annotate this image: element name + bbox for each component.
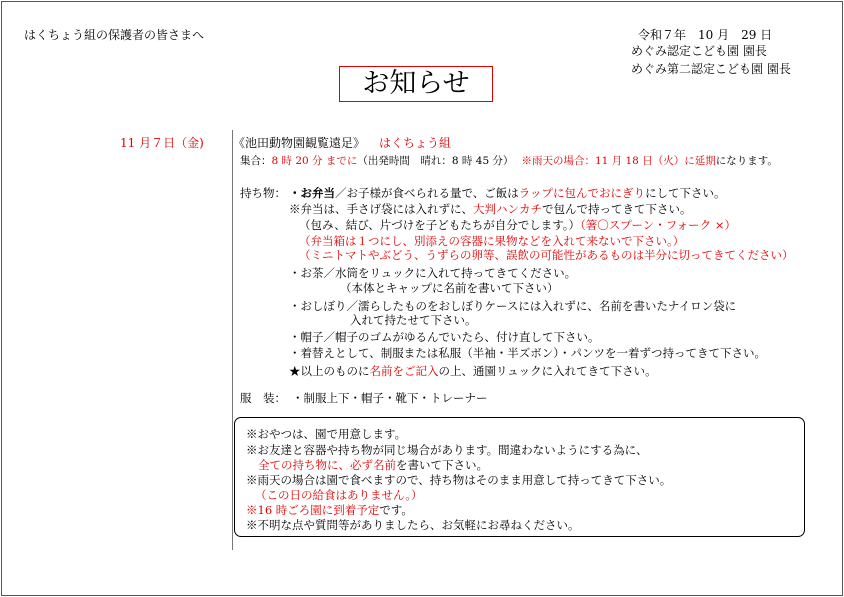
star-text-red: 名前をご記入 <box>369 364 439 378</box>
gather-label: 集合： <box>240 155 272 167</box>
towel-line-1: ・おしぼり／濡らしたものをおしぼりケースには入れずに、名前を書いたナイロン袋に <box>289 299 737 313</box>
tea-line-2: （本体とキャップに名前を書いて下さい） <box>340 281 559 295</box>
sender-line-1: めぐみ認定こども園 園長 <box>631 44 767 58</box>
vertical-divider <box>232 130 233 550</box>
bento-text-red: ラップに包んでおにぎり <box>518 186 646 200</box>
star-line <box>289 363 657 379</box>
wrap-text-red: （箸〇スプーン・フォーク ×） <box>580 218 736 232</box>
document-date: 令和７年 10 月 29 日 <box>638 28 773 42</box>
notice-line-3 <box>258 457 488 473</box>
notice-line-6-suffix: です。 <box>379 503 413 517</box>
change-line: ・着替えとして、制服または私服（半袖・半ズボン）・パンツを一着ずつ持ってきて下さい。 <box>289 346 767 360</box>
notice-line-2: ※お友達と容器や持ち物が同じ場合があります。間違わないようにする為に、 <box>246 443 648 457</box>
notice-line-5: （この日の給食はありません。） <box>255 488 423 502</box>
clothes-value: ・制服上下・帽子・靴下・トレーナー <box>292 391 488 405</box>
star-text-a: ★以上のものに <box>289 364 370 378</box>
wrap-text: （包み、結び、片づけを子どもたちが自分でします。） <box>299 218 581 232</box>
event-name: 《池田動物園観覧遠足》 <box>233 136 366 150</box>
notice-line-6-mark: ※ <box>246 503 258 517</box>
gather-time: 8 時 20 分 までに <box>271 155 358 167</box>
belongings-label: 持ち物： <box>240 186 286 200</box>
box-line: （弁当箱は１つにし、別添えの容器に果物などを入れて来ないで下さい。） <box>299 234 685 248</box>
event-title <box>233 134 451 151</box>
title-box <box>339 66 493 102</box>
event-class: はくちょう組 <box>379 136 452 150</box>
notice-line-1: ※おやつは、園で用意します。 <box>246 427 407 441</box>
hat-line: ・帽子／帽子のゴムがゆるんでいたら、付け直して下さい。 <box>289 330 600 344</box>
bag-text-b: で包んで持ってきて下さい。 <box>542 202 692 216</box>
sender-line-2: めぐみ第二認定こども園 園長 <box>631 62 791 76</box>
bag-line <box>289 201 692 217</box>
gather-depart: （出発時間 晴れ：8 時 45 分） <box>357 155 514 167</box>
notice-line-3-red: 全ての持ち物に、必ず名前 <box>258 458 396 472</box>
gather-rain-suffix: になります。 <box>715 155 778 167</box>
bento-text-a: ／お子様が食べられる量で、ご飯は <box>335 186 519 200</box>
notice-line-3-suffix: を書いて下さい。 <box>396 458 488 472</box>
star-text-b: の上、通園リュックに入れてきて下さい。 <box>438 364 657 378</box>
tea-line-1: ・お茶／水筒をリュックに入れて持ってきてください。 <box>289 266 577 280</box>
notice-line-6 <box>246 502 413 518</box>
towel-line-2: 入れて持たせて下さい。 <box>350 313 477 327</box>
event-date: 11 月７日（金) <box>120 136 204 150</box>
notice-line-4: ※雨天の場合は園で食べますので、持ち物はそのまま用意して持ってきて下さい。 <box>246 473 672 487</box>
gather-line <box>240 153 778 168</box>
notice-line-6-red: 16 時ごろ園に到着予定 <box>257 503 380 517</box>
gather-rain: ※雨天の場合：11 月 18 日（火）に延期 <box>521 155 716 167</box>
page-title: お知らせ <box>362 68 470 99</box>
addressee: はくちょう組の保護者の皆さまへ <box>24 28 205 42</box>
clothes-label: 服 装： <box>240 391 286 405</box>
bag-text-a: ※弁当は、手さげ袋には入れずに、 <box>289 202 473 216</box>
bag-text-red: 大判ハンカチ <box>473 202 542 216</box>
wrap-line <box>299 217 736 233</box>
bento-line <box>289 185 726 201</box>
danger-line: （ミニトマトやぶどう、うずらの卵等、誤飲の可能性があるものは半分に切ってきてください） <box>299 248 794 262</box>
bento-bullet: ・お弁当 <box>289 186 335 200</box>
bento-text-b: にして下さい。 <box>645 186 726 200</box>
notice-line-7: ※不明な点や質問等がありましたら、お気軽にお尋ねください。 <box>246 518 580 532</box>
